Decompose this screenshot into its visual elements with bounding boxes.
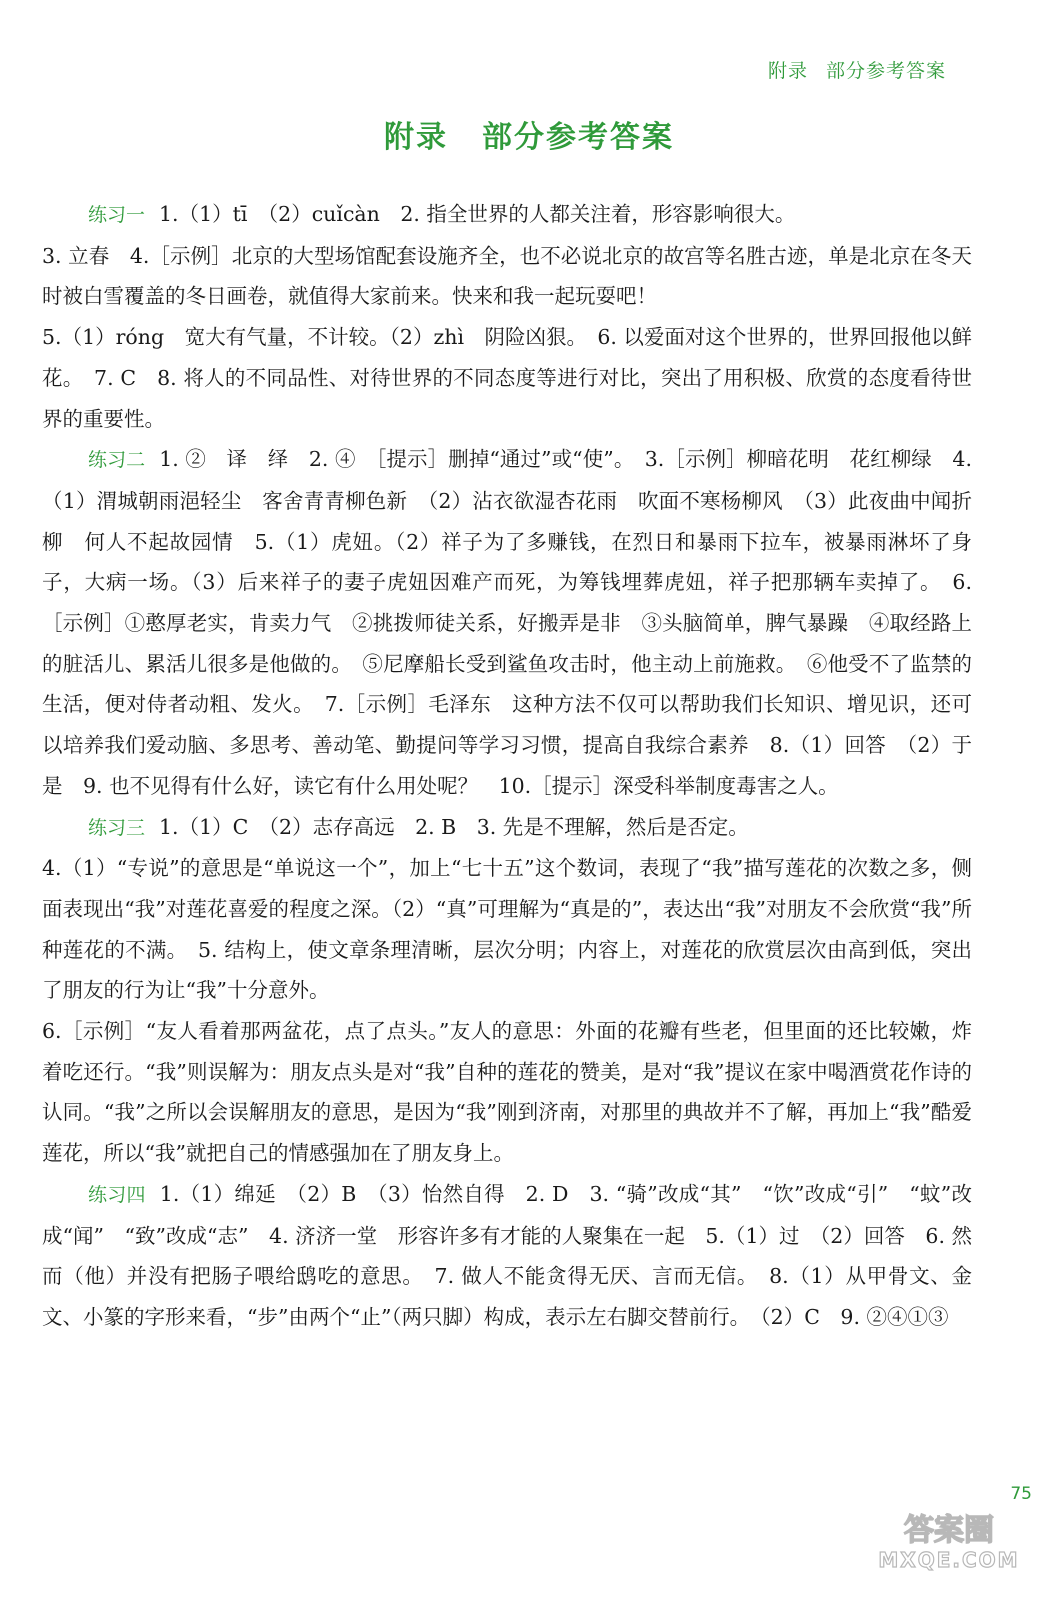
section-exercise-4 [42,1174,972,1338]
watermark-logo [864,1504,1034,1574]
section-exercise-3 [42,807,972,1174]
running-head-part2: 部分参考答案 [825,60,946,82]
section-exercise-1 [42,194,972,439]
answer-paragraph: 1.（1）tī （2）cuǐcàn 2. 指全世界的人都关注着，形容影响很大。 [159,202,796,226]
running-head-part1: 附录 [767,60,808,82]
answer-content [42,194,972,1338]
section-label: 练习二 [88,449,146,472]
answer-paragraph: 4.（1）“专说”的意思是“单说这一个”，加上“七十五”这个数词，表现了“我”描写莲花的次数之多，侧面表现出“我”对莲花喜爱的程度之深。（2）“真”可理解为“真是的”，表达出“我”对朋友不会欣赏“我”所种莲花的不满。 5. 结构上，使文章条理清晰，层次分明；内容上，对莲花的欣赏层次由高到低，突出了朋友的行为让“我”十分意外。 [42,856,972,1003]
running-head [768,56,946,83]
answer-paragraph: 1. ② 译 绎 2. ④ ［提示］删掉“通过”或“使”。 3.［示例］柳暗花明 花红柳绿 4.（1）渭城朝雨浥轻尘 客舍青青柳色新 （2）沾衣欲湿杏花雨 吹面不寒杨柳风 （3）此夜曲中闻折柳 何人不起故园情 5.（1）虎妞。（2）祥子为了多赚钱，在烈日和暴雨下拉车，被暴雨淋坏了身子，大病一场。（3）后来祥子的妻子虎妞因难产而死，为筹钱埋葬虎妞，祥子把那辆车卖掉了。 6.［示例］①憨厚老实，肯卖力气 ②挑拨师徒关系，好搬弄是非 ③头脑简单，脾气暴躁 ④取经路上的脏活儿、累活儿很多是他做的。 ⑤尼摩船长受到鲨鱼攻击时，他主动上前施救。 ⑥他受不了监禁的生活，便对侍者动粗、发火。 7.［示例］毛泽东 这种方法不仅可以帮助我们长知识、增见识，还可以培养我们爱动脑、多思考、善动笔、勤提问等学习习惯，提高自我综合素养 8.（1）回答 （2）于是 9. 也不见得有什么好，读它有什么用处呢？ 10.［提示］深受科举制度毒害之人。 [42,447,972,798]
page-title-part1: 附录 [384,120,448,155]
section-label: 练习三 [88,816,146,839]
answer-paragraph: 5.（1）róng 宽大有气量，不计较。（2）zhì 阴险凶狠。 6. 以爱面对这个世界的，世界回报他以鲜花。 7. C 8. 将人的不同品性、对待世界的不同态度等进行对比，突出了用积极、欣赏的态度看待世界的重要性。 [42,325,972,431]
page-title [0,112,1058,156]
page-title-part2: 部分参考答案 [482,120,674,155]
answer-paragraph: 1.（1）绵延 （2）B （3）怡然自得 2. D 3. “骑”改成“其” “饮”改成“引” “蚊”改成“闻” “致”改成“志” 4. 济济一堂 形容许多有才能的人聚集在一起 5.（1）过 （2）回答 6. 然而（他）并没有把肠子喂给鸱吃的意思。 7. 做人不能贪得无厌、言而无信。 8.（1）从甲骨文、金文、小篆的字形来看，“步”由两个“止”（两只脚）构成，表示左右脚交替前行。 （2）C 9. ②④①③ [42,1181,972,1329]
section-exercise-2 [42,439,972,806]
answer-paragraph: 3. 立春 4.［示例］北京的大型场馆配套设施齐全，也不必说北京的故宫等名胜古迹，单是北京在冬天时被白雪覆盖的冬日画卷，就值得大家前来。快来和我一起玩耍吧！ [42,243,972,309]
section-label: 练习四 [88,1183,146,1206]
section-label: 练习一 [88,204,146,226]
answer-paragraph: 6.［示例］“友人看着那两盆花，点了点头。”友人的意思：外面的花瓣有些老，但里面的还比较嫩，炸着吃还行。“我”则误解为：朋友点头是对“我”自种的莲花的赞美，是对“我”提议在家中喝酒赏花作诗的认同。“我”之所以会误解朋友的意思，是因为“我”刚到济南，对那里的典故并不了解，再加上“我”酷爱莲花，所以“我”就把自己的情感强加在了朋友身上。 [42,1019,972,1166]
watermark-logo-top-text: 答案圈 [904,1513,994,1548]
page-number: 75 [1010,1484,1032,1504]
watermark-logo-bottom-text: MXQE.COM [878,1548,1020,1572]
answer-paragraph: 1.（1）C （2）志存高远 2. B 3. 先是不理解，然后是否定。 [159,814,749,839]
